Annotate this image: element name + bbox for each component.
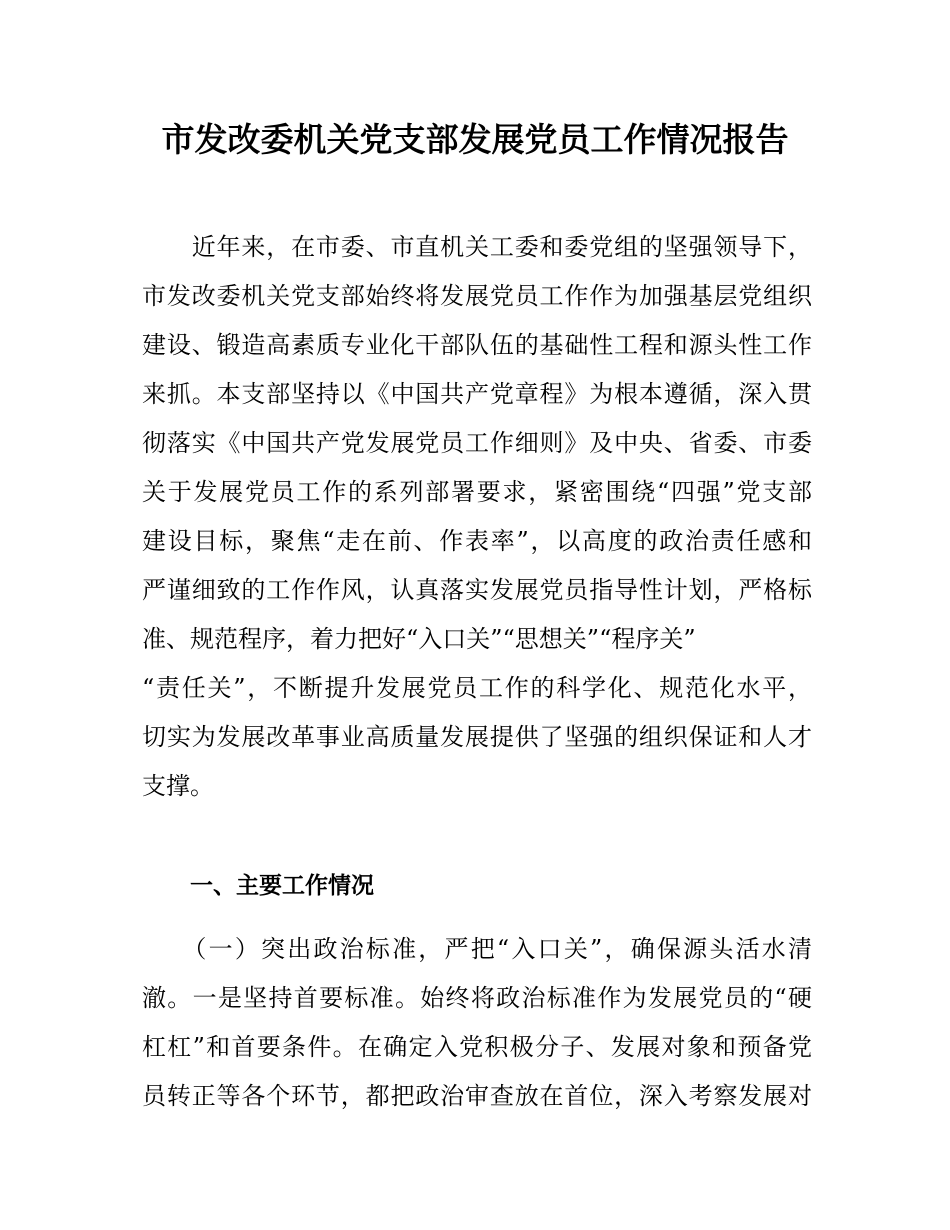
paragraph-line: 建设、锻造高素质专业化干部队伍的基础性工程和源头性工作 bbox=[142, 331, 812, 359]
paragraph-line: 杠杠”和首要条件。在确定入党积极分子、发展对象和预备党 bbox=[142, 1033, 812, 1061]
paragraph-line: 支撑。 bbox=[142, 772, 214, 800]
paragraph-line: 员转正等各个环节，都把政治审查放在首位，深入考察发展对 bbox=[142, 1082, 812, 1110]
paragraph-line: 市发改委机关党支部始终将发展党员工作作为加强基层党组织 bbox=[142, 282, 812, 310]
paragraph-line: 切实为发展改革事业高质量发展提供了坚强的组织保证和人才 bbox=[142, 723, 812, 751]
paragraph-line: 来抓。本支部坚持以《中国共产党章程》为根本遵循，深入贯 bbox=[142, 380, 812, 408]
paragraph-line: “责任关”，不断提升发展党员工作的科学化、规范化水平， bbox=[142, 674, 812, 702]
paragraph-line: 澈。一是坚持首要标准。始终将政治标准作为发展党员的“硬 bbox=[142, 984, 812, 1012]
paragraph-line: 彻落实《中国共产党发展党员工作细则》及中央、省委、市委 bbox=[142, 429, 812, 457]
paragraph-line: 近年来，在市委、市直机关工委和委党组的坚强领导下， bbox=[142, 233, 812, 261]
paragraph-line: （一）突出政治标准，严把“入口关”，确保源头活水清 bbox=[142, 935, 812, 963]
paragraph-line: 严谨细致的工作作风，认真落实发展党员指导性计划，严格标 bbox=[142, 576, 812, 604]
paragraph-line: 建设目标，聚焦“走在前、作表率”，以高度的政治责任感和 bbox=[142, 527, 812, 555]
paragraph-line: 准、规范程序，着力把好“入口关”“思想关”“程序关” bbox=[142, 625, 696, 653]
paragraph-line: 关于发展党员工作的系列部署要求，紧密围绕“四强”党支部 bbox=[142, 478, 812, 506]
document-title: 市发改委机关党支部发展党员工作情况报告 bbox=[161, 120, 789, 159]
section-heading: 一、主要工作情况 bbox=[190, 873, 374, 899]
